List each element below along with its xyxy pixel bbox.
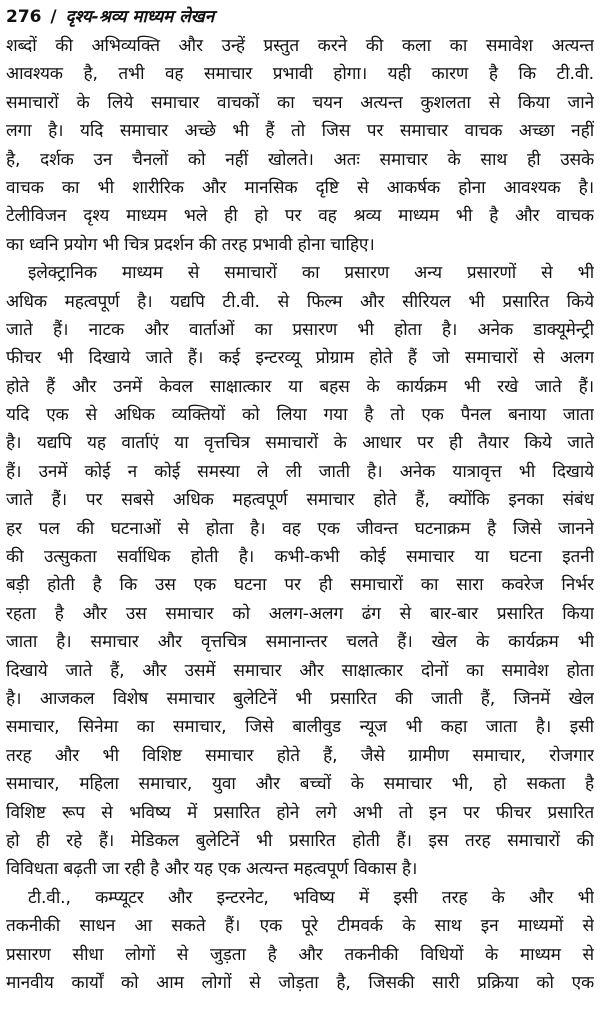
text-line: मानवीय कार्यों को आम लोगों से जोड़ता है, जिसकी सारी प्रक्रिया को एक: [6, 972, 594, 993]
text-line: है, दर्शक उन चैनलों को नहीं खोलते। अतः समाचार के साथ ही उसके: [6, 149, 594, 170]
paragraph-3: [6, 884, 594, 998]
text-line: विविधता बढ़ती जा रही है और यह एक अत्यन्त महत्वपूर्ण विकास है।: [6, 859, 418, 880]
text-line: दिखाये जाते हैं, और उसमें समाचार और साक्षात्कार दोनों का समावेश होता: [6, 660, 594, 681]
text-line: हो ही रहे हैं। मेडिकल बुलेटिनें भी प्रसारित होती हैं। इस तरह समाचारों की: [6, 830, 594, 851]
text-line: तकनीकी साधन आ सकते हैं। एक पूरे टीमवर्क के साथ इन माध्यमों से: [6, 916, 594, 937]
body-text: [6, 32, 594, 997]
text-line: इलेक्ट्रानिक माध्यम से समाचारों का प्रसारण अन्य प्रसारणों से भी: [28, 263, 594, 284]
text-line: समाचार, सिनेमा का समाचार, जिसे बालीवुड न्यूज भी कहा जाता है। इसी: [6, 717, 594, 738]
text-line: बड़ी होती है कि उस एक घटना पर ही समाचारों का सारा कवरेज निर्भर: [6, 575, 594, 596]
page-number: 276: [6, 7, 42, 27]
running-title: दृश्य-श्रव्य माध्यम लेखन: [65, 7, 215, 27]
text-line: तरह और भी विशिष्ट समाचार होते हैं, जैसे ग्रामीण समाचार, रोजगार: [6, 745, 594, 766]
text-line: आवश्यक है, तभी वह समाचार प्रभावी होगा। यही कारण है कि टी.वी.: [6, 64, 594, 85]
text-line: की उत्सुकता सर्वाधिक होती है। कभी-कभी कोई समाचार या घटना इतनी: [6, 547, 594, 568]
text-line: प्रसारण सीधा लोगों से जुड़ता है और तकनीकी विधियों के माध्यम से: [6, 944, 594, 965]
text-line: वाचक का भी शारीरिक और मानसिक दृष्टि से आकर्षक होना आवश्यक है।: [6, 177, 594, 198]
text-line: जाता है। समाचार और वृत्तचित्र समानान्तर चलते हैं। खेल के कार्यक्रम भी: [6, 632, 594, 653]
text-line: अधिक महत्वपूर्ण है। यद्यपि टी.वी. से फिल्म और सीरियल भी प्रसारित किये: [6, 291, 594, 312]
text-line: समाचार, महिला समाचार, युवा और बच्चों के समाचार भी, हो सकता है: [6, 774, 594, 795]
page-header: [6, 6, 594, 32]
text-line: हैं। उनमें कोई न कोई समस्या ले ली जाती है। अनेक यात्रावृत्त भी दिखाये: [6, 461, 594, 482]
paragraph-1: [6, 32, 594, 259]
text-line: समाचारों के लिये समाचार वाचकों का चयन अत्यन्त कुशलता से किया जाने: [6, 92, 594, 113]
text-line: यदि एक से अधिक व्यक्तियों को लिया गया है तो एक पैनल बनाया जाता: [6, 405, 594, 426]
paragraph-2: [6, 259, 594, 884]
text-line: फीचर भी दिखाये जाते हैं। कई इन्टरव्यू प्रोग्राम होते हैं जो समाचारों से अलग: [6, 348, 594, 369]
text-line: जाते हैं। नाटक और वार्ताओं का प्रसारण भी होता है। अनेक डाक्यूमेन्ट्री: [6, 319, 594, 340]
text-line: लगा है। यदि समाचार अच्छे भी हैं तो जिस पर समाचार वाचक अच्छा नहीं: [6, 121, 594, 142]
text-line: रहता है और उस समाचार को अलग-अलग ढंग से बार-बार प्रसारित किया: [6, 603, 594, 624]
text-line: होते हैं और उनमें केवल साक्षात्कार या बहस के कार्यक्रम भी रखे जाते हैं।: [6, 376, 594, 397]
header-separator: /: [50, 7, 57, 27]
text-line: का ध्वनि प्रयोग भी चित्र प्रदर्शन की तरह प्रभावी होना चाहिए।: [6, 234, 375, 255]
text-line: विशिष्ट रूप से भविष्य में प्रसारित होने लगे अभी तो इन पर फीचर प्रसारित: [6, 802, 594, 823]
text-line: टी.वी., कम्प्यूटर और इन्टरनेट, भविष्य में इसी तरह के और भी: [28, 887, 594, 908]
text-line: हर पल की घटनाओं से होता है। वह एक जीवन्त घटनाक्रम है जिसे जानने: [6, 518, 594, 539]
text-line: टेलीविजन दृश्य माध्यम भले ही हो पर वह श्रव्य माध्यम भी है और वाचक: [6, 206, 594, 227]
text-line: जाते हैं। पर सबसे अधिक महत्वपूर्ण समाचार होते हैं, क्योंकि इनका संबंध: [6, 490, 594, 511]
text-line: है। यद्यपि यह वार्ताएं या वृत्तचित्र समाचारों के आधार पर ही तैयार किये जाते: [6, 433, 594, 454]
text-line: है। आजकल विशेष समाचार बुलेटिनें भी प्रसारित की जाती हैं, जिनमें खेल: [6, 688, 594, 709]
text-line: शब्दों की अभिव्यक्ति और उन्हें प्रस्तुत करने की कला का समावेश अत्यन्त: [6, 36, 594, 56]
